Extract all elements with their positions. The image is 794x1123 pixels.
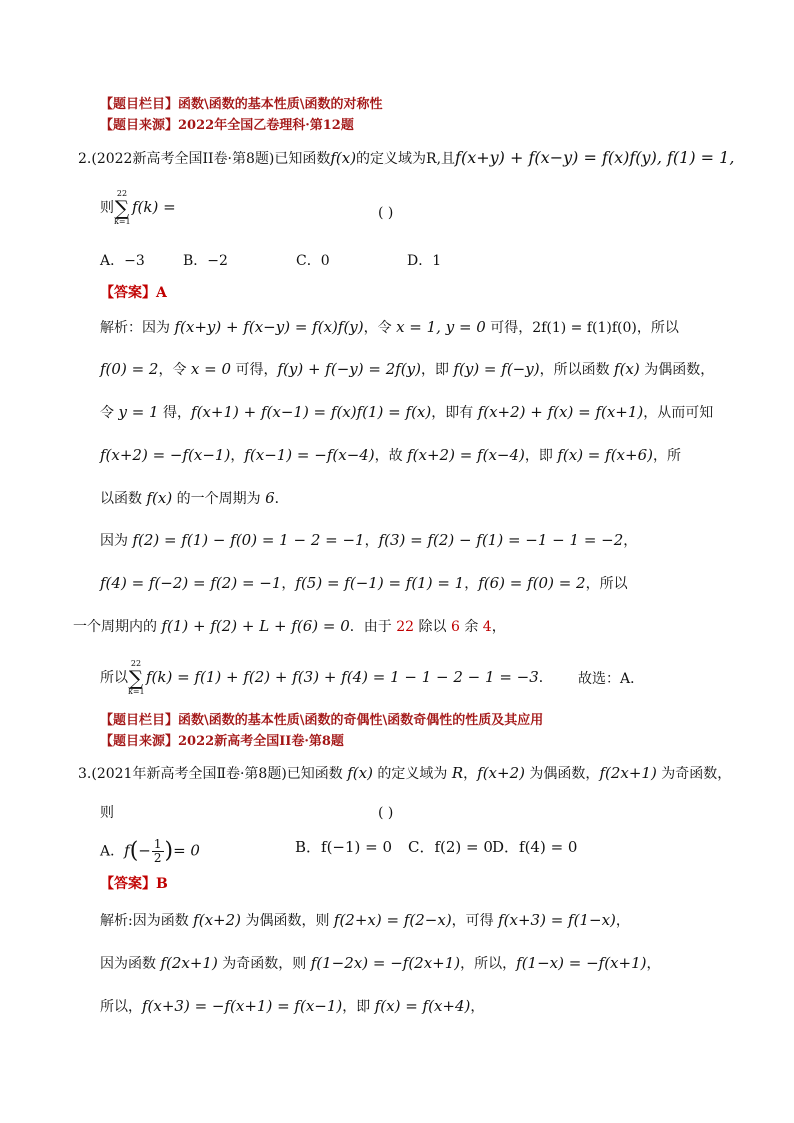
text-segment: ，即有 xyxy=(431,405,478,421)
q2-option-d: D．1 xyxy=(407,253,442,269)
math-expr: f(2) = f(1) − f(0) = 1 − 2 = −1 xyxy=(132,531,365,549)
final-sum-upper: 22 xyxy=(130,659,142,668)
q3-option-d: D．f(4) = 0 xyxy=(492,838,578,856)
source-label: 【题目来源】 xyxy=(100,734,179,749)
text-segment: ， xyxy=(364,533,379,549)
text-segment: 的一个周期为 xyxy=(172,491,266,507)
math-expr: f(2x+1) xyxy=(599,764,657,782)
sum-term: f(k) = xyxy=(132,198,176,216)
text-segment: ， xyxy=(464,576,479,592)
final-prefix: 所以 xyxy=(100,670,128,686)
q2-ask-prefix: 则 xyxy=(100,200,114,216)
text-segment: ，所以 xyxy=(585,576,628,592)
q2-stem-mid: 的定义域为R,且 xyxy=(356,151,456,167)
math-expr: 4 xyxy=(482,619,492,635)
text-segment: 因为函数 xyxy=(100,956,161,972)
q2-option-b: B．−2 xyxy=(183,253,228,269)
q3-option-a: A．f(− $\frac{1}{2}$ )= 0 xyxy=(100,837,200,865)
q2-option-a: A．−3 xyxy=(100,253,145,269)
column-label: 【题目栏目】 xyxy=(100,713,179,728)
text-segment: ，可得 xyxy=(451,913,499,929)
math-expr: f(3) = f(2) − f(1) = −1 − 1 = −2 xyxy=(378,531,624,549)
math-expr: f(y) = f(−y) xyxy=(453,360,540,378)
math-expr: x = 0 xyxy=(190,360,232,378)
source-label: 【题目来源】 xyxy=(100,118,179,133)
math-expr: f(x+2) = f(x−4) xyxy=(407,446,525,464)
math-expr: f(x+3) = f(1−x) xyxy=(498,911,616,929)
text-segment: ，即 xyxy=(524,448,558,464)
q2-option-c: C．0 xyxy=(296,253,330,269)
text-segment: 得， xyxy=(158,405,192,421)
q2-sol-line-7 xyxy=(100,574,628,593)
q2-stem-fx: f(x) xyxy=(330,149,357,167)
math-expr: f(5) = f(−1) = f(1) = 1 xyxy=(295,574,465,592)
answer-value: A xyxy=(156,285,167,301)
q3-stem xyxy=(78,764,731,783)
text-segment: 除以 xyxy=(414,619,451,635)
math-expr: f(2+x) = f(2−x) xyxy=(333,911,452,929)
q3-sol-line-2 xyxy=(100,954,660,973)
sum-lower: k=1 xyxy=(114,217,131,226)
text-segment: 余 xyxy=(459,619,483,635)
opt-a-fraction xyxy=(152,838,164,865)
q2-sol-line-5 xyxy=(100,489,289,508)
source-tag-1 xyxy=(100,117,354,135)
math-expr: f(x+3) = −f(x+1) = f(x−1) xyxy=(142,997,343,1015)
q2-choice: 故选：A． xyxy=(578,671,645,687)
math-expr: f(x) = f(x+4) xyxy=(374,997,471,1015)
text-segment: ，即 xyxy=(420,362,454,378)
q2-sol-line-8 xyxy=(73,617,506,636)
text-segment: ．由于 xyxy=(349,619,397,635)
text-segment: ，即 xyxy=(342,999,375,1015)
text-segment: 解析:因为函数 xyxy=(100,913,194,929)
q2-stem-eq: f(x+y) + f(x−y) = f(x)f(y), f(1) = 1, xyxy=(455,148,735,167)
text-segment: ， xyxy=(615,913,630,929)
opt-a-f: f xyxy=(124,841,130,860)
q2-stem xyxy=(78,149,734,168)
final-expr: f(k) = f(1) + f(2) + f(3) + f(4) = 1 − 1 − 2 − 1 = −3 xyxy=(146,668,539,686)
opt-a-prefix: A． xyxy=(100,843,125,860)
text-segment: ， xyxy=(470,999,485,1015)
math-expr: f(y) + f(−y) = 2f(y) xyxy=(277,360,421,378)
q2-sol-line-6 xyxy=(100,531,637,550)
math-expr: f(x) = f(x+6) xyxy=(557,446,653,464)
q3-option-b: B．f(−1) = 0 xyxy=(295,838,393,856)
answer-label: 【答案】 xyxy=(100,285,156,301)
math-expr: f(x+1) + f(x−1) = f(x)f(1) = f(x) xyxy=(191,403,432,421)
column-tag-2 xyxy=(100,712,543,730)
text-segment: 为奇函数，则 xyxy=(217,956,311,972)
math-expr: f(x+2) xyxy=(477,764,525,782)
math-expr: f(6) = f(0) = 2 xyxy=(478,574,586,592)
answer-value: B xyxy=(156,876,168,892)
text-segment: ． xyxy=(274,491,289,507)
q3-sol-line-3 xyxy=(100,997,484,1016)
math-expr: f(0) = 2 xyxy=(100,360,159,378)
q3-answer xyxy=(100,875,168,893)
opt-a-minus: − xyxy=(138,841,151,860)
source-tag-2 xyxy=(100,733,344,751)
text-segment: 因为 xyxy=(100,533,133,549)
math-expr: f(x+2) = −f(x−1) xyxy=(100,446,231,464)
math-expr: 22 xyxy=(396,619,415,635)
q2-sol-line-2 xyxy=(100,360,714,379)
text-segment: 所以， xyxy=(100,999,142,1015)
text-segment: 为偶函数，则 xyxy=(241,913,334,929)
q3-sol-line-1 xyxy=(100,911,630,930)
text-segment: ，所以， xyxy=(460,956,517,972)
source-value: 2022年全国乙卷理科·第12题 xyxy=(178,118,354,133)
text-segment: ，所 xyxy=(652,448,681,464)
text-segment: ， xyxy=(281,576,296,592)
answer-label: 【答案】 xyxy=(100,876,156,892)
math-expr: f(1) + f(2) + L + f(6) = 0 xyxy=(161,617,350,635)
text-segment: ，令 xyxy=(158,362,191,378)
math-expr: 6 xyxy=(450,619,460,635)
math-expr: f(x−1) = −f(x−4) xyxy=(244,446,375,464)
text-segment: 的定义域为 xyxy=(372,766,452,782)
text-segment: 以函数 xyxy=(100,491,147,507)
text-segment: 为偶函数， xyxy=(639,362,715,378)
q3-ask: 则 xyxy=(100,805,114,821)
text-segment: 解析：因为 xyxy=(100,320,175,336)
opt-a-suffix: = 0 xyxy=(173,841,200,860)
text-segment: ，所以函数 xyxy=(539,362,615,378)
q2-sol-line-1 xyxy=(100,318,679,337)
final-sum-lower: k=1 xyxy=(128,687,145,696)
text-segment: ， xyxy=(463,766,478,782)
text-segment: ，从而可知 xyxy=(643,405,714,421)
q2-sol-line-4 xyxy=(100,446,681,465)
math-expr: y = 1 xyxy=(118,403,159,421)
frac-den: 2 xyxy=(153,851,162,865)
math-expr: f(x+2) xyxy=(193,911,241,929)
text-segment: ，令 xyxy=(363,320,397,336)
column-value: 函数\函数的基本性质\函数的奇偶性\函数奇偶性的性质及其应用 xyxy=(178,713,544,728)
text-segment: 一个周期内的 xyxy=(73,619,162,635)
math-expr: f(1−2x) = −f(2x+1) xyxy=(310,954,461,972)
math-expr: f(x+2) + f(x) = f(x+1) xyxy=(477,403,644,421)
text-segment: ，所以 xyxy=(636,320,679,336)
math-expr: f(x) xyxy=(614,360,640,378)
q2-paren: ( ) xyxy=(378,205,394,221)
math-expr: f(x) xyxy=(146,489,173,507)
math-expr: f(4) = f(−2) = f(2) = −1 xyxy=(100,574,282,592)
text-segment: 3.(2021年新高考全国Ⅱ卷·第8题)已知函数 xyxy=(78,766,348,782)
text-segment: ， xyxy=(491,619,506,635)
q2-answer xyxy=(100,284,167,302)
text-segment: 为偶函数， xyxy=(524,766,600,782)
text-segment: 令 xyxy=(100,405,119,421)
text-segment: ， xyxy=(230,448,245,464)
final-dot: ． xyxy=(538,670,553,686)
sum-symbol: 22 ∑ k=1 xyxy=(114,189,131,226)
text-segment: ， xyxy=(623,533,638,549)
math-expr: f(x) xyxy=(347,764,373,782)
math-expr: f(1−x) = −f(x+1) xyxy=(516,954,647,972)
text-segment: ， xyxy=(646,956,661,972)
final-sum-symbol: 22 ∑ k=1 xyxy=(128,659,145,696)
column-label: 【题目栏目】 xyxy=(100,97,179,112)
q3-option-c: C．f(2) = 0 xyxy=(408,838,493,856)
q2-sol-line-3 xyxy=(100,403,713,422)
frac-num: 1 xyxy=(153,837,162,851)
math-expr: R xyxy=(451,764,464,782)
q2-ask xyxy=(100,190,176,226)
q2-stem-text: 2.(2022新高考全国II卷·第8题)已知函数 xyxy=(78,151,331,167)
math-expr: 2f(1) = f(1)f(0) xyxy=(532,320,637,336)
math-expr: x = 1, y = 0 xyxy=(396,318,486,336)
q2-sol-final xyxy=(100,660,553,696)
column-tag-1 xyxy=(100,96,383,114)
text-segment: 可得， xyxy=(485,320,533,336)
source-value: 2022新高考全国II卷·第8题 xyxy=(178,734,344,749)
column-value: 函数\函数的基本性质\函数的对称性 xyxy=(178,97,383,112)
sum-upper: 22 xyxy=(116,189,128,198)
math-expr: f(x+y) + f(x−y) = f(x)f(y) xyxy=(174,318,364,336)
text-segment: 可得， xyxy=(231,362,278,378)
text-segment: ，故 xyxy=(374,448,408,464)
q3-paren: ( ) xyxy=(378,805,394,821)
math-expr: f(2x+1) xyxy=(160,954,218,972)
math-expr: 6 xyxy=(265,489,275,507)
text-segment: 为奇函数， xyxy=(656,766,732,782)
